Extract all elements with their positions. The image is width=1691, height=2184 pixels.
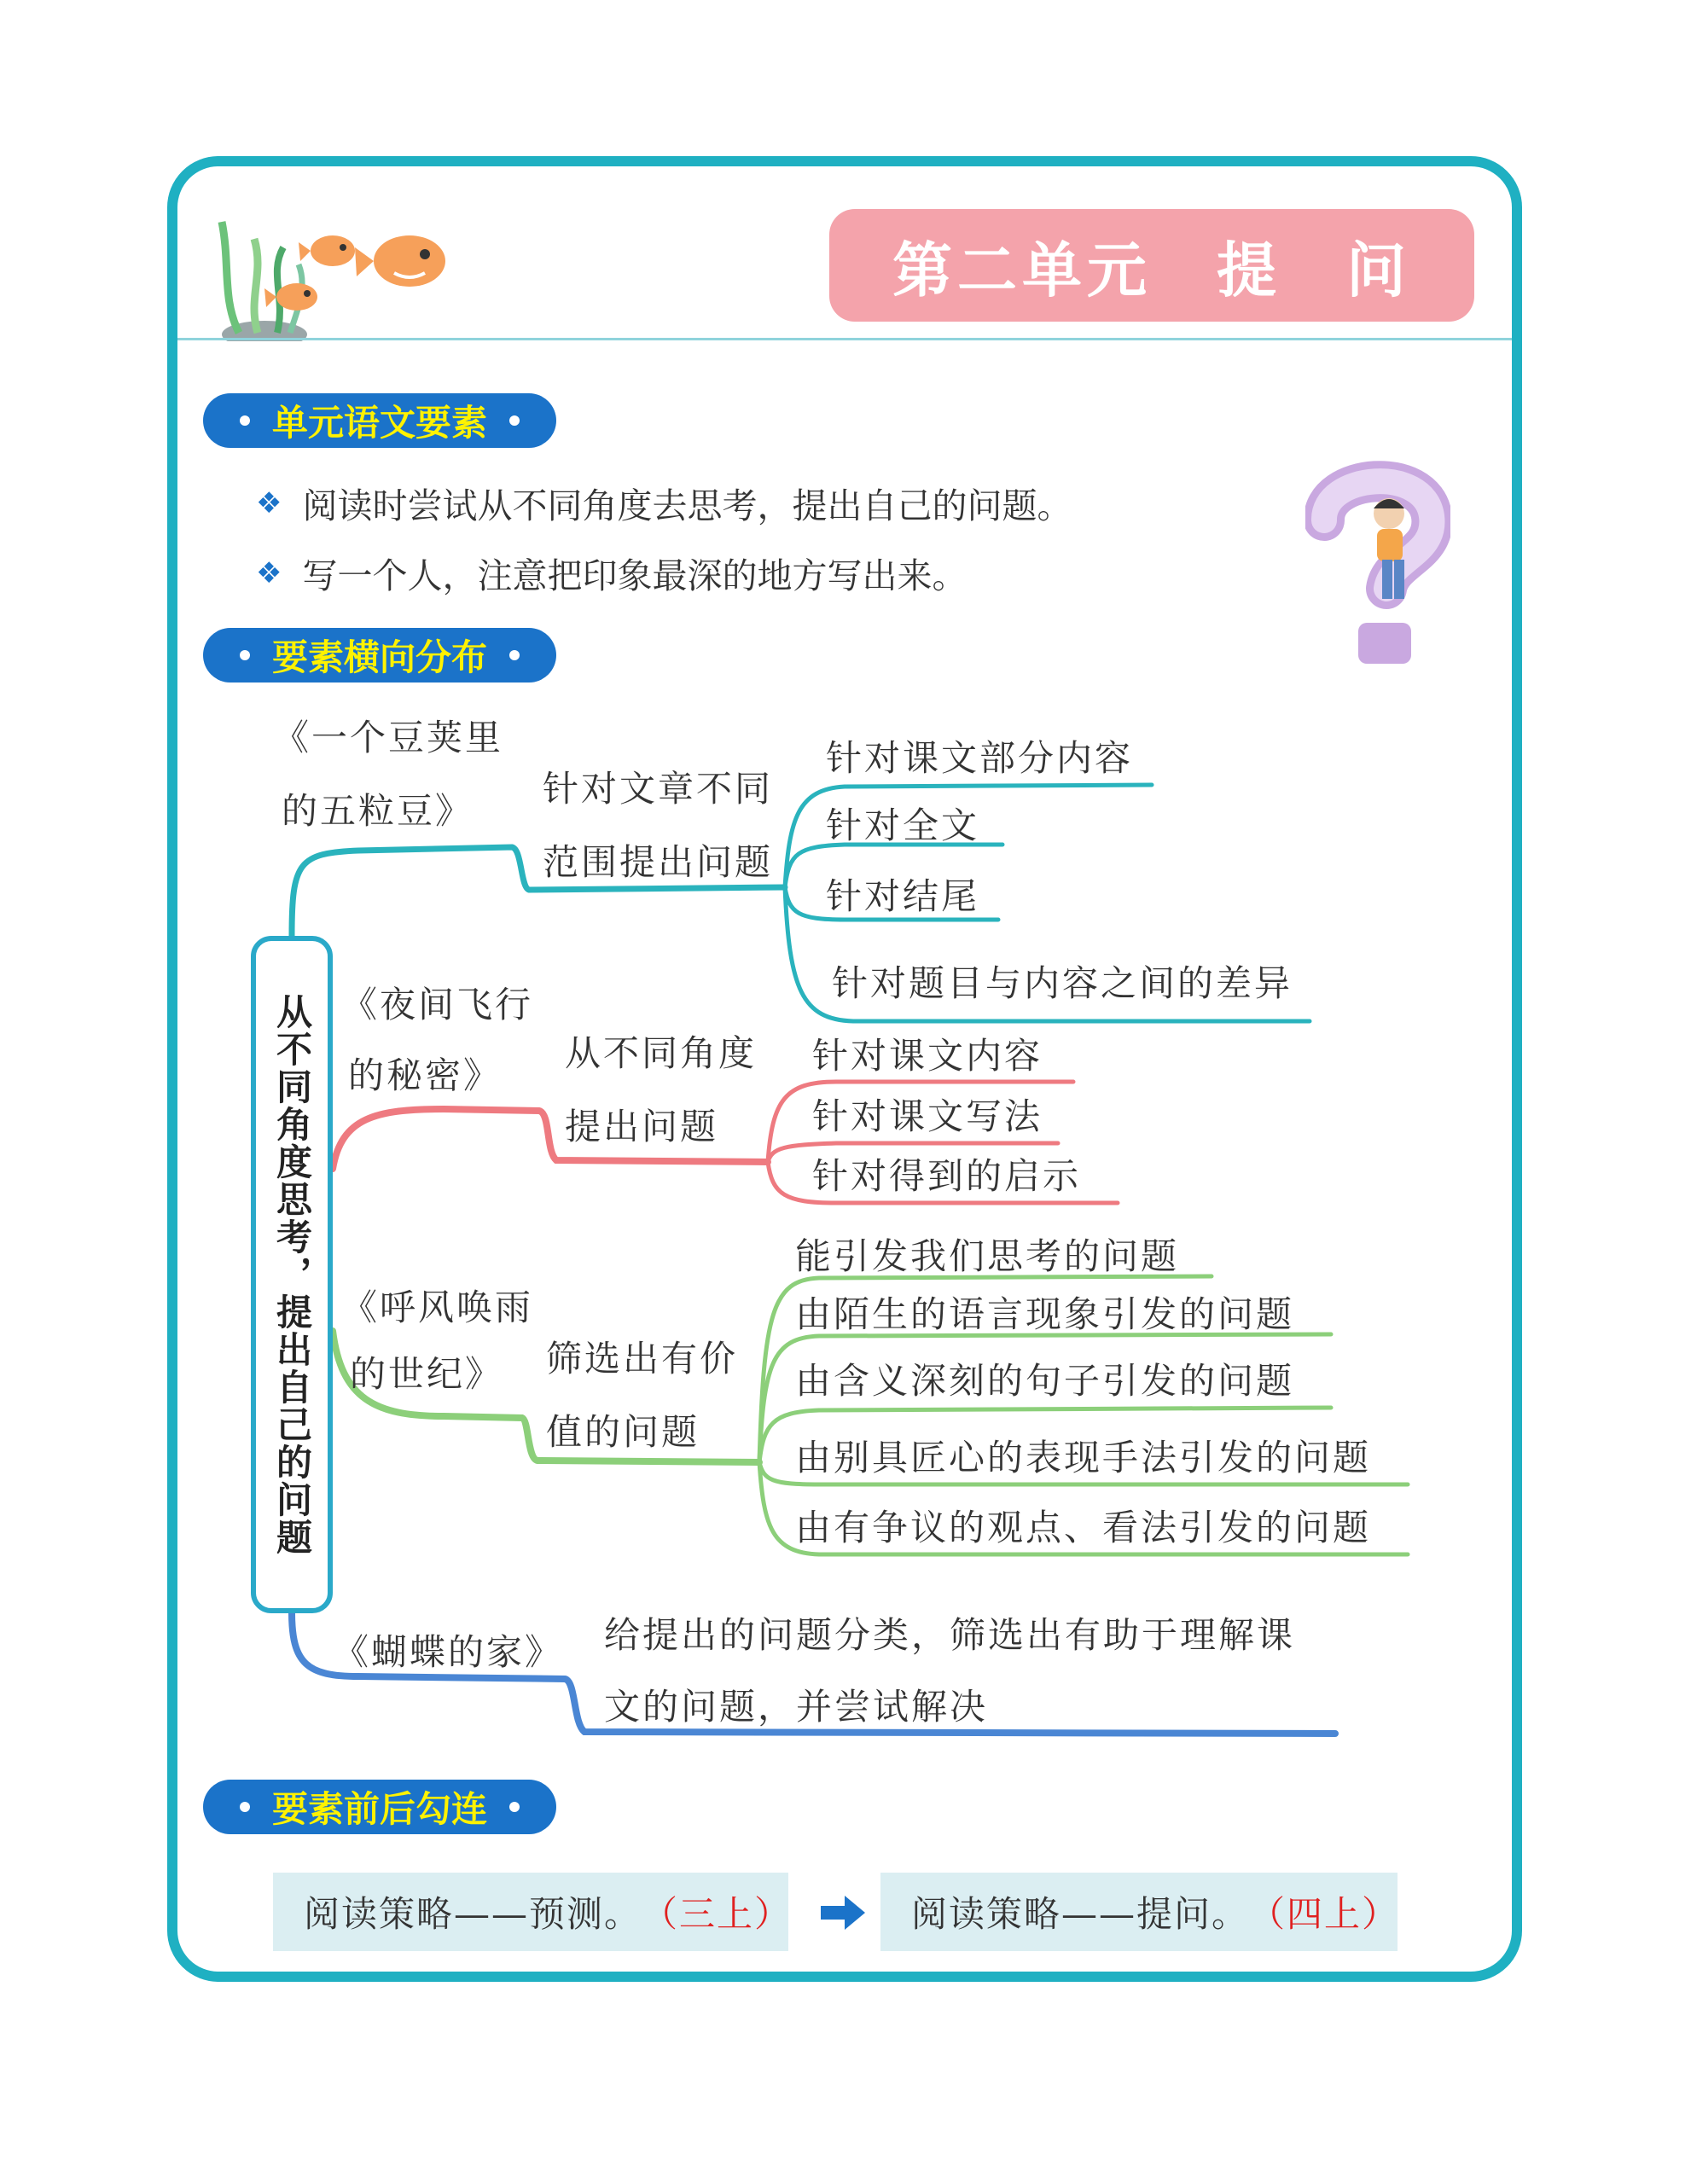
unit-title: 第二单元 提 问 <box>829 209 1474 322</box>
leaf-item: 针对课文内容 <box>812 1035 1043 1077</box>
lesson-title: 的世纪》 <box>350 1353 504 1395</box>
link-box-prev: 阅读策略——预测。 （三上） <box>273 1873 788 1951</box>
leaf-item: 针对课文写法 <box>812 1095 1043 1137</box>
section-header-links: 要素前后勾连 <box>203 1780 556 1834</box>
lesson-title: 《夜间飞行 <box>341 984 534 1025</box>
leaf-item: 由含义深刻的句子引发的问题 <box>795 1360 1295 1402</box>
leaf-item: 针对结尾 <box>826 875 980 917</box>
fish-icon <box>299 235 355 266</box>
diamond-bullet-icon: ❖ <box>256 485 282 520</box>
leaf-item: 由有争议的观点、看法引发的问题 <box>795 1507 1372 1548</box>
leaf-item: 针对题目与内容之间的差异 <box>832 962 1293 1004</box>
lesson-title: 的五粒豆》 <box>282 790 474 832</box>
question-mark-boy-icon <box>1305 461 1450 665</box>
section-header-distribution: 要素横向分布 <box>203 628 556 682</box>
fish-icon <box>355 235 445 287</box>
branch-focus: 给提出的问题分类，筛选出有助于理解课 <box>604 1614 1296 1656</box>
branch-focus: 提出问题 <box>565 1106 719 1147</box>
diamond-bullet-icon: ❖ <box>256 555 282 590</box>
lesson-title: 的秘密》 <box>348 1054 503 1096</box>
branch-focus: 从不同角度 <box>565 1032 758 1074</box>
leaf-item: 针对得到的启示 <box>812 1155 1082 1197</box>
element-item: ❖ 写一个人，注意把印象最深的地方写出来。 <box>256 555 968 596</box>
branch-focus: 针对文章不同 <box>543 768 774 810</box>
section-header-elements: 单元语文要素 <box>203 393 556 448</box>
branch-focus: 文的问题，并尝试解决 <box>604 1686 989 1728</box>
mindmap-root: 从不同角度思考，提出自己的问题 <box>251 936 333 1613</box>
leaf-item: 能引发我们思考的问题 <box>795 1235 1180 1277</box>
leaf-item: 由别具匠心的表现手法引发的问题 <box>795 1437 1372 1478</box>
branch-focus: 值的问题 <box>546 1411 700 1453</box>
link-box-next: 阅读策略——提问。 （四上） <box>880 1873 1398 1951</box>
lesson-title: 《呼风唤雨 <box>341 1287 534 1328</box>
leaf-item: 针对课文部分内容 <box>826 737 1134 779</box>
branch-focus: 筛选出有价 <box>546 1338 739 1380</box>
right-arrow-icon <box>821 1896 865 1930</box>
element-item: ❖ 阅读时尝试从不同角度去思考，提出自己的问题。 <box>256 485 1072 526</box>
branch-focus: 范围提出问题 <box>543 841 774 883</box>
header-divider <box>177 338 1512 340</box>
lesson-title: 《一个豆荚里 <box>273 717 504 758</box>
seaweed-fish-decoration <box>205 205 478 341</box>
fish-icon <box>264 283 317 311</box>
leaf-item: 针对全文 <box>826 804 980 846</box>
leaf-item: 由陌生的语言现象引发的问题 <box>795 1293 1295 1335</box>
lesson-title: 《蝴蝶的家》 <box>333 1631 564 1673</box>
